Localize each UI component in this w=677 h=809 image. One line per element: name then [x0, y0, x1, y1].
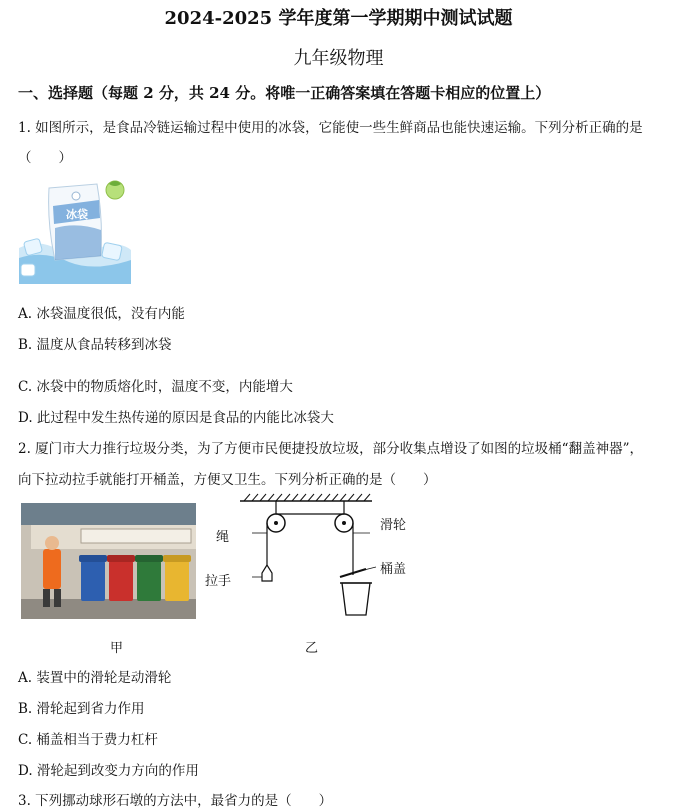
question-2-option-a: A. 装置中的滑轮是动滑轮 [18, 670, 172, 686]
question-2-option-b: B. 滑轮起到省力作用 [18, 701, 145, 717]
question-2-option-c: C. 桶盖相当于费力杠杆 [18, 732, 158, 748]
ice-bag-image [19, 178, 131, 284]
figure-b-caption: 乙 [305, 641, 319, 656]
figure-a-caption: 甲 [110, 641, 124, 656]
question-1-option-b: B. 温度从食品转移到冰袋 [18, 337, 172, 353]
question-1-option-d: D. 此过程中发生热传递的原因是食品的内能比冰袋大 [18, 410, 334, 426]
question-1-answer-blank: （ ） [18, 150, 72, 166]
question-1-text: 1. 如图所示，是食品冷链运输过程中使用的冰袋，它能使一些生鲜商品也能快速运输。下列分析正确的是 [18, 120, 643, 136]
trash-bin-photo [21, 503, 196, 619]
section-heading: 一、选择题（每题 2 分，共 24 分。将唯一正确答案填在答题卡相应的位置上） [18, 84, 551, 102]
question-2-option-d: D. 滑轮起到改变力方向的作用 [18, 763, 199, 779]
rope-label: 绳 [216, 530, 230, 545]
page-title: 2024-2025 学年度第一学期期中测试试题 [164, 8, 513, 29]
page-subtitle: 九年级物理 [293, 48, 384, 69]
question-2-text-cont: 向下拉动拉手就能打开桶盖，方便又卫生。下列分析正确的是（ ） [18, 472, 437, 488]
question-1-option-c: C. 冰袋中的物质熔化时，温度不变，内能增大 [18, 379, 293, 395]
handle-label: 拉手 [205, 574, 232, 589]
lid-label: 桶盖 [380, 562, 407, 577]
pulley-label: 滑轮 [380, 518, 407, 533]
question-3-text: 3. 下列挪动球形石墩的方法中，最省力的是（ ） [18, 793, 333, 809]
question-1-option-a: A. 冰袋温度很低，没有内能 [18, 306, 185, 322]
ice-bag-label: 冰袋 [66, 208, 88, 221]
question-2-text: 2. 厦门市大力推行垃圾分类，为了方便市民便捷投放垃圾，部分收集点增设了如图的垃圾桶“翻盖神器”， [18, 441, 643, 457]
